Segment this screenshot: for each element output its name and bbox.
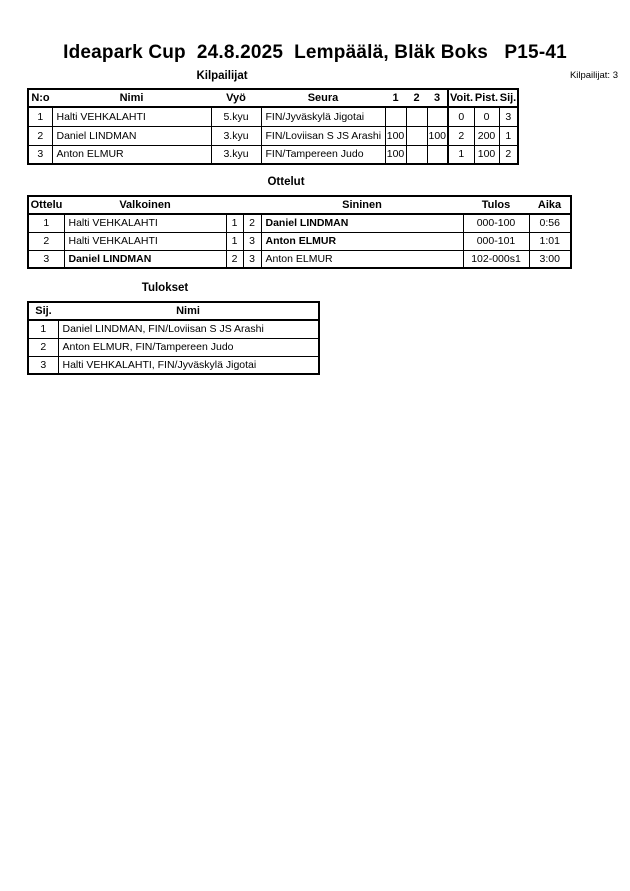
tulokset-row [28, 356, 319, 374]
cell-blue-name: Anton ELMUR [261, 232, 463, 250]
section-heading-tulokset: Tulokset [141, 282, 189, 294]
cell-voit: 1 [448, 145, 474, 164]
tulokset-table [27, 301, 320, 375]
ottelut-row [28, 232, 571, 250]
tulokset-row [28, 320, 319, 338]
cell-nimi: Anton ELMUR, FIN/Tampereen Judo [58, 338, 319, 356]
cell-aika: 3:00 [529, 250, 571, 268]
kilpailijat-row [28, 126, 518, 145]
cell-sij: 2 [499, 145, 518, 164]
cell-nimi: Halti VEHKALAHTI [52, 107, 211, 126]
cell-white-no: 1 [226, 214, 243, 232]
cell-score-2 [406, 145, 427, 164]
page-title: Ideapark Cup 24.8.2025 Lempäälä, Bläk Boks P15-41 [63, 42, 567, 63]
col-header-nimi: Nimi [52, 89, 211, 107]
cell-score-3 [427, 107, 448, 126]
cell-sij: 1 [499, 126, 518, 145]
cell-no: 3 [28, 145, 52, 164]
kilpailijat-header-row [28, 89, 518, 107]
cell-tulos: 000-100 [463, 214, 529, 232]
cell-white-no: 1 [226, 232, 243, 250]
cell-pist: 0 [474, 107, 499, 126]
cell-white-no: 2 [226, 250, 243, 268]
section-heading-kilpailijat: Kilpailijat [196, 70, 248, 82]
cell-vyo: 3.kyu [211, 126, 261, 145]
cell-pist: 100 [474, 145, 499, 164]
cell-pist: 200 [474, 126, 499, 145]
col-header-sininen: Sininen [261, 196, 463, 214]
cell-blue-no: 3 [243, 232, 261, 250]
ottelut-header-row [28, 196, 571, 214]
cell-white-name: Halti VEHKALAHTI [64, 214, 226, 232]
col-header-tulos: Tulos [463, 196, 529, 214]
cell-match-no: 1 [28, 214, 64, 232]
cell-score-3: 100 [427, 126, 448, 145]
kilpailijat-table [27, 88, 519, 165]
cell-blue-name: Anton ELMUR [261, 250, 463, 268]
cell-seura: FIN/Loviisan S JS Arashi [261, 126, 385, 145]
col-header-3: 3 [427, 89, 448, 107]
section-heading-ottelut: Ottelut [267, 176, 305, 188]
ottelut-table [27, 195, 572, 269]
cell-nimi: Halti VEHKALAHTI, FIN/Jyväskylä Jigotai [58, 356, 319, 374]
col-header-white-no [226, 196, 243, 214]
col-header-blue-no [243, 196, 261, 214]
cell-seura: FIN/Jyväskylä Jigotai [261, 107, 385, 126]
cell-white-name: Halti VEHKALAHTI [64, 232, 226, 250]
cell-nimi: Daniel LINDMAN, FIN/Loviisan S JS Arashi [58, 320, 319, 338]
cell-vyo: 5.kyu [211, 107, 261, 126]
cell-voit: 0 [448, 107, 474, 126]
cell-seura: FIN/Tampereen Judo [261, 145, 385, 164]
cell-score-2 [406, 126, 427, 145]
col-header-ottelu: Ottelu [28, 196, 64, 214]
cell-white-name: Daniel LINDMAN [64, 250, 226, 268]
kilpailijat-row [28, 145, 518, 164]
cell-score-1: 100 [385, 145, 406, 164]
ottelut-row [28, 214, 571, 232]
tulokset-row [28, 338, 319, 356]
kilpailijat-row [28, 107, 518, 126]
col-header-2: 2 [406, 89, 427, 107]
tulokset-header-row [28, 302, 319, 320]
col-header-nimi: Nimi [58, 302, 319, 320]
cell-nimi: Daniel LINDMAN [52, 126, 211, 145]
col-header-vyo: Vyö [211, 89, 261, 107]
col-header-aika: Aika [529, 196, 571, 214]
cell-aika: 0:56 [529, 214, 571, 232]
col-header-sij: Sij. [499, 89, 518, 107]
cell-no: 2 [28, 126, 52, 145]
cell-match-no: 2 [28, 232, 64, 250]
cell-voit: 2 [448, 126, 474, 145]
cell-match-no: 3 [28, 250, 64, 268]
cell-score-1 [385, 107, 406, 126]
cell-blue-name: Daniel LINDMAN [261, 214, 463, 232]
cell-sij: 1 [28, 320, 58, 338]
cell-tulos: 000-101 [463, 232, 529, 250]
cell-tulos: 102-000s1 [463, 250, 529, 268]
cell-vyo: 3.kyu [211, 145, 261, 164]
col-header-sij: Sij. [28, 302, 58, 320]
cell-sij: 3 [28, 356, 58, 374]
cell-score-3 [427, 145, 448, 164]
competitors-count-label: Kilpailijat: 3 [569, 70, 618, 81]
col-header-no: N:o [28, 89, 52, 107]
cell-nimi: Anton ELMUR [52, 145, 211, 164]
cell-blue-no: 3 [243, 250, 261, 268]
col-header-valkoinen: Valkoinen [64, 196, 226, 214]
cell-aika: 1:01 [529, 232, 571, 250]
ottelut-row [28, 250, 571, 268]
cell-no: 1 [28, 107, 52, 126]
col-header-1: 1 [385, 89, 406, 107]
col-header-seura: Seura [261, 89, 385, 107]
cell-score-2 [406, 107, 427, 126]
cell-sij: 3 [499, 107, 518, 126]
cell-sij: 2 [28, 338, 58, 356]
cell-score-1: 100 [385, 126, 406, 145]
col-header-voit: Voit. [448, 89, 474, 107]
col-header-pist: Pist. [474, 89, 499, 107]
cell-blue-no: 2 [243, 214, 261, 232]
